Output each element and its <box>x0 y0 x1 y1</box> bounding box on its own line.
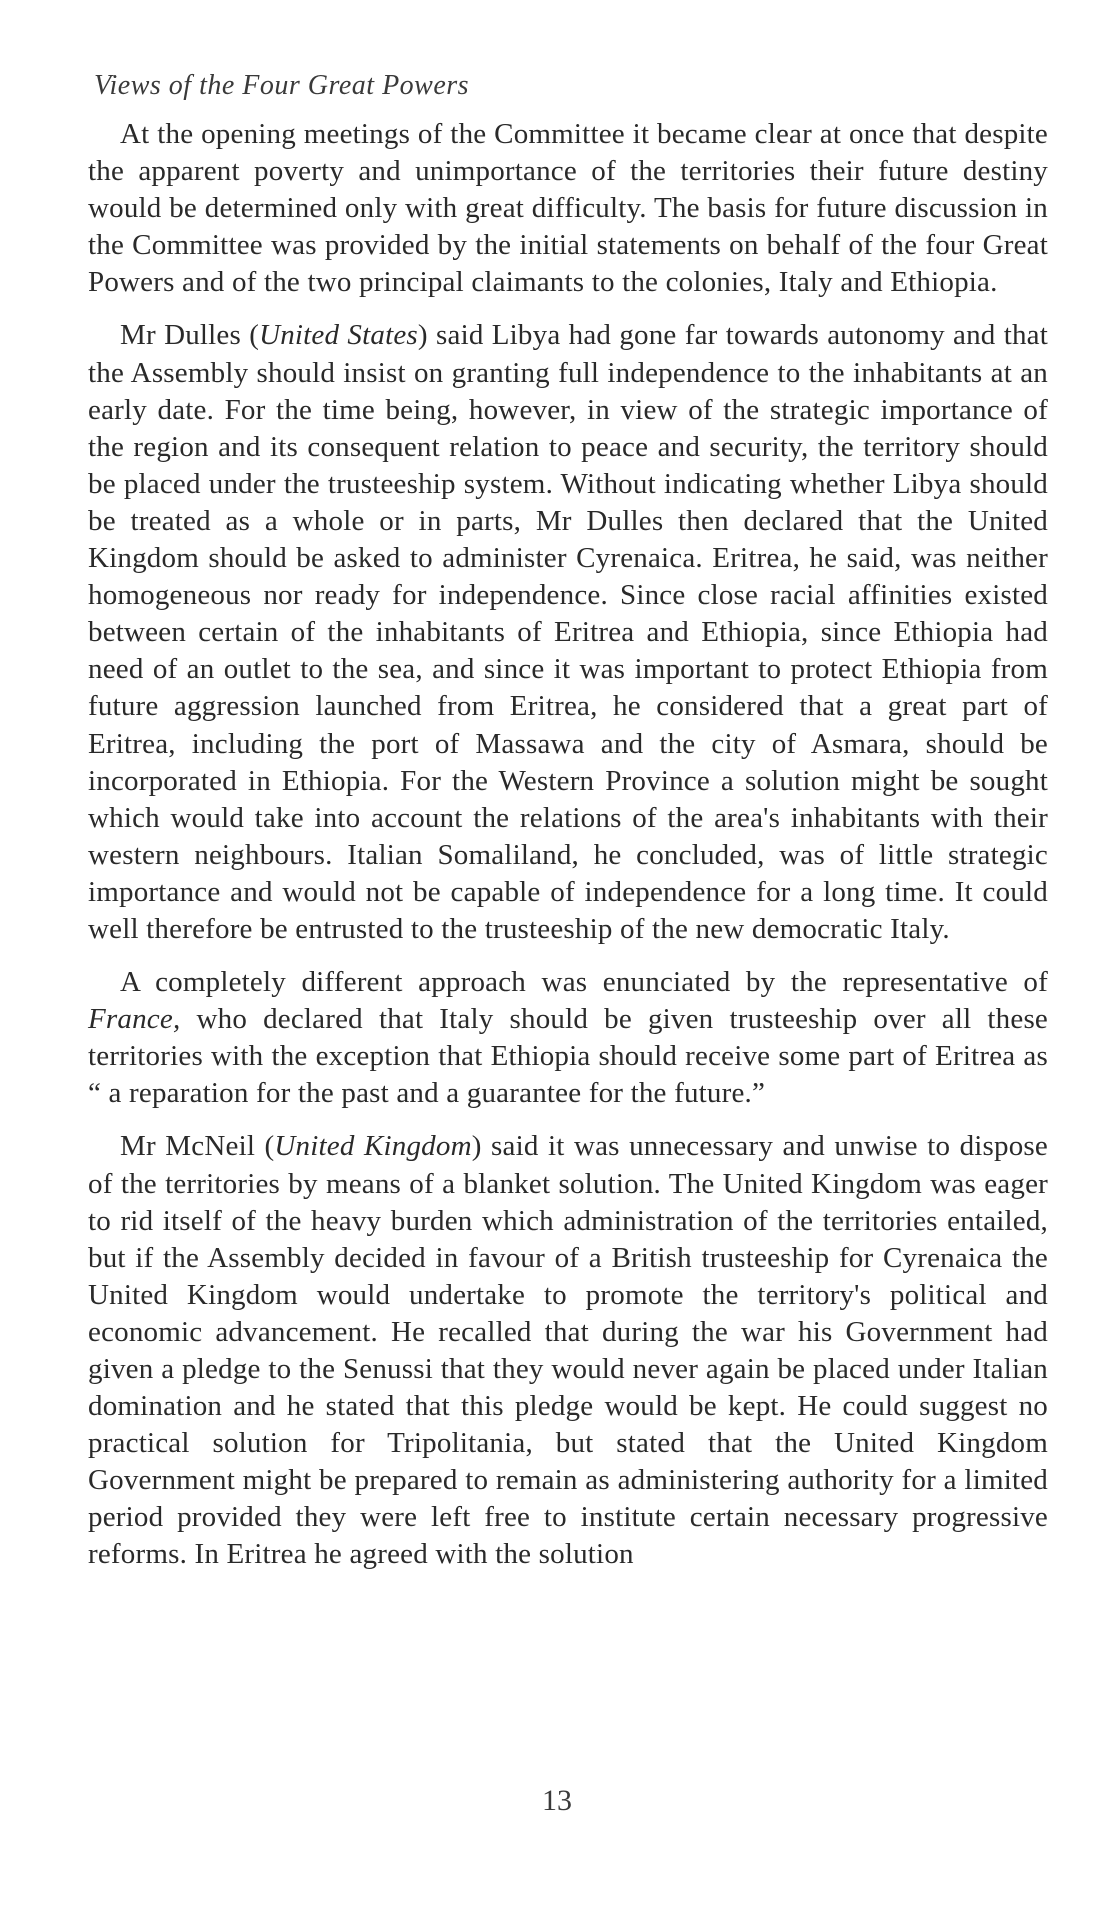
page-number: 13 <box>542 1784 572 1817</box>
text-segment: At the opening meetings of the Committee it became clear at once that despite the apparent poverty and unimportance of the territories their future destiny would be determined only with great difficulty. The basis for future discussion in the Committee was provided by the initial statements on behalf of the four Great Powers and of the two principal claimants to the colonies, Italy and Ethiopia. <box>88 118 1048 299</box>
section-heading: Views of the Four Great Powers <box>94 70 470 101</box>
paragraph-united-states <box>88 317 1048 948</box>
text-segment: Mr McNeil ( <box>120 1130 275 1163</box>
country-name-italic: France, <box>88 1003 181 1036</box>
country-name-italic: United States <box>259 319 418 352</box>
text-segment: who declared that Italy should be given trusteeship over all these territories with the exception that Ethiopia should receive some part of Eritrea as “ a reparation for the past and a guarantee for the future.” <box>88 1003 1048 1110</box>
text-segment: Mr Dulles ( <box>120 319 260 352</box>
country-name-italic: United Kingdom <box>274 1130 472 1163</box>
text-segment: ) said it was unnecessary and unwise to dispose of the territories by means of a blanket solution. The United Kingdom was eager to rid itself of the heavy burden which administration of the territories entailed, but if the Assembly decided in favour of a British trusteeship for Cyrenaica the United Kingdom would undertake to promote the territory's political and economic advancement. He recalled that during the war his Government had given a pledge to the Senussi that they would never again be placed under Italian domination and he stated that this pledge would be kept. He could suggest no practical solution for Tripolitania, but stated that the United Kingdom Government might be prepared to remain as administering authority for a limited period provided they were left free to institute certain necessary progressive reforms. In Eritrea he agreed with the solution <box>88 1130 1048 1571</box>
text-segment: ) said Libya had gone far towards autonomy and that the Assembly should insist on granting full independence to the inhabitants at an early date. For the time being, however, in view of the strategic importance of the region and its consequent relation to peace and security, the territory should be placed under the trusteeship system. Without indicating whether Libya should be treated as a whole or in parts, Mr Dulles then declared that the United Kingdom should be asked to administer Cyrenaica. Eritrea, he said, was neither homogeneous nor ready for independence. Since close racial affinities existed between certain of the inhabitants of Eritrea and Ethiopia, since Ethiopia had need of an outlet to the sea, and since it was important to protect Ethiopia from future aggression launched from Eritrea, he considered that a great part of Eritrea, including the port of Massawa and the city of Asmara, should be incorporated in Ethiopia. For the Western Province a solution might be sought which would take into account the relations of the area's inhabitants with their western neighbours. Italian Somaliland, he concluded, was of little strategic importance and would not be capable of independence for a long time. It could well therefore be entrusted to the trusteeship of the new democratic Italy. <box>88 319 1048 945</box>
paragraph-united-kingdom <box>88 1128 1048 1573</box>
page-body <box>88 70 1048 1590</box>
text-segment: A completely different approach was enunciated by the representative of <box>120 966 1048 999</box>
paragraph-intro <box>88 116 1048 301</box>
paragraph-france <box>88 964 1048 1112</box>
